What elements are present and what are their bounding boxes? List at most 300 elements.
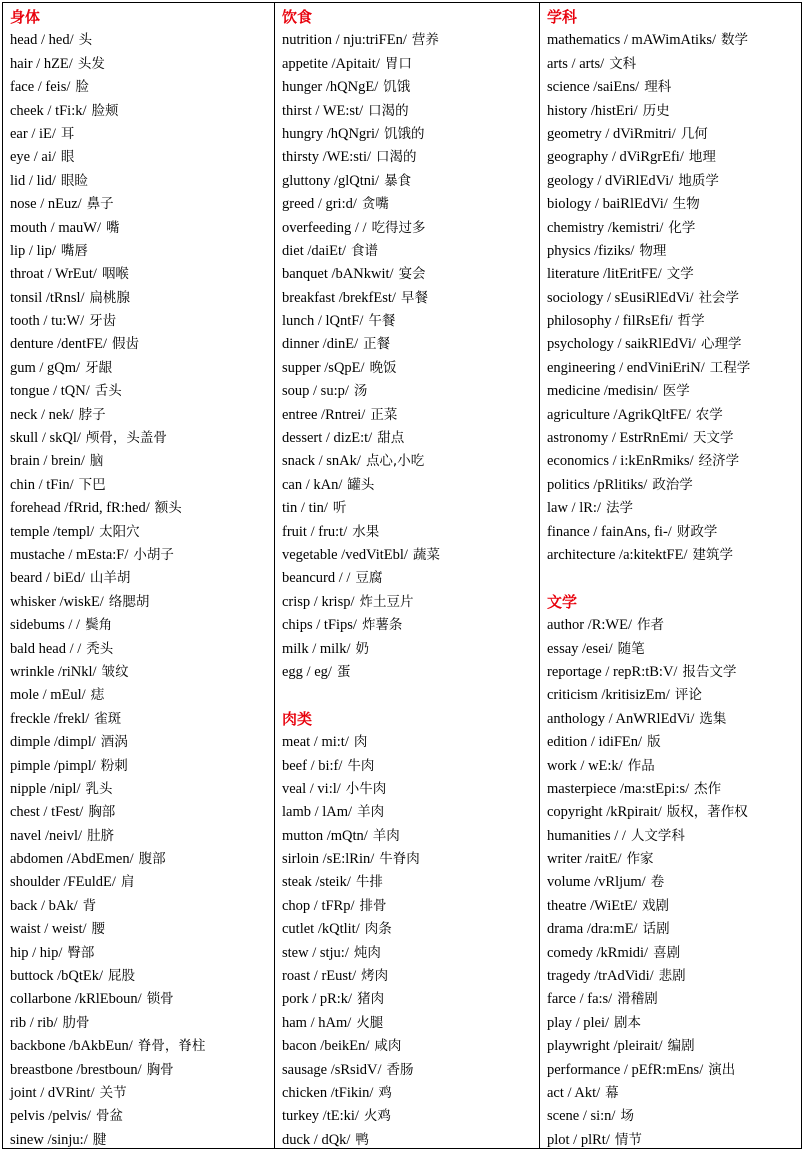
english-term: soup / su:p/ — [282, 383, 349, 400]
chinese-meaning: 生物 — [672, 196, 700, 213]
chinese-meaning: 悲剧 — [658, 968, 686, 985]
english-term: head / hed/ — [10, 32, 74, 49]
vocab-entry — [547, 848, 801, 871]
vocab-entry — [282, 567, 539, 590]
section-heading: 文学 — [547, 592, 578, 611]
vocab-entry — [10, 942, 274, 965]
chinese-meaning: 法学 — [605, 500, 633, 517]
vocab-entry — [547, 638, 801, 661]
chinese-meaning: 地理 — [688, 149, 716, 166]
chinese-meaning: 络腮胡 — [108, 593, 150, 610]
vocab-entry — [10, 76, 274, 99]
english-term: chin / tFin/ — [10, 476, 74, 493]
chinese-meaning: 心理学 — [700, 336, 742, 353]
vocab-entry — [282, 146, 539, 169]
chinese-meaning: 农学 — [695, 406, 723, 423]
vocab-entry — [10, 146, 274, 169]
vocab-entry — [547, 965, 801, 988]
vocab-entry — [547, 29, 801, 52]
vocab-entry — [282, 521, 539, 544]
chinese-meaning: 作者 — [636, 617, 664, 634]
english-term: waist / weist/ — [10, 921, 87, 938]
chinese-meaning: 文科 — [609, 55, 637, 72]
chinese-meaning: 滑稽剧 — [617, 991, 658, 1008]
english-term: tooth / tu:W/ — [10, 313, 85, 330]
english-term: hunger /hQNgE/ — [282, 79, 379, 96]
english-term: vegetable /vedVitEbl/ — [282, 546, 408, 563]
english-term: lamb / lAm/ — [282, 804, 353, 821]
chinese-meaning: 甜点 — [377, 430, 405, 447]
vocab-entry — [282, 333, 539, 356]
chinese-meaning: 肉 — [353, 734, 368, 751]
english-term: psychology / saikRlEdVi/ — [547, 336, 696, 353]
vocab-entry — [10, 918, 274, 941]
vocab-entry — [547, 521, 801, 544]
vocab-entry — [547, 310, 801, 333]
vocab-entry — [547, 450, 801, 473]
column-subjects — [539, 3, 801, 1148]
chinese-meaning: 罐头 — [347, 476, 375, 493]
chinese-meaning: 山羊胡 — [89, 570, 131, 587]
vocab-entry — [547, 1105, 801, 1128]
vocab-entry — [547, 778, 801, 801]
chinese-meaning: 牙齿 — [89, 313, 117, 330]
vocab-entry — [547, 684, 801, 707]
chinese-meaning: 粉刺 — [100, 757, 128, 774]
english-term: gum / gQm/ — [10, 359, 81, 376]
section-heading: 身体 — [10, 8, 41, 26]
english-term: hair / hZE/ — [10, 55, 73, 72]
english-term: masterpiece /ma:stEpi:s/ — [547, 780, 690, 797]
english-term: volume /vRljum/ — [547, 874, 646, 891]
vocab-entry — [547, 871, 801, 894]
english-term: nose / nEuz/ — [10, 196, 82, 213]
english-term: performance / pEfR:mEns/ — [547, 1061, 704, 1078]
chinese-meaning: 肚脐 — [87, 827, 115, 844]
chinese-meaning: 豆腐 — [355, 570, 383, 587]
english-term: law / lR:/ — [547, 500, 601, 517]
chinese-meaning: 关节 — [99, 1084, 127, 1101]
vocab-entry — [10, 1035, 274, 1058]
vocab-entry — [282, 871, 539, 894]
english-term: rib / rib/ — [10, 1014, 58, 1031]
english-term: playwright /pleirait/ — [547, 1038, 663, 1055]
chinese-meaning: 锁骨 — [146, 991, 174, 1008]
vocab-entry — [10, 170, 274, 193]
vocab-entry — [282, 825, 539, 848]
english-term: dinner /dinE/ — [282, 336, 359, 353]
chinese-meaning: 吃得过多 — [371, 219, 426, 236]
vocab-entry — [282, 380, 539, 403]
chinese-meaning: 选集 — [699, 710, 727, 727]
chinese-meaning: 咽喉 — [101, 266, 129, 283]
chinese-meaning: 数学 — [721, 32, 749, 49]
chinese-meaning: 社会学 — [698, 289, 740, 306]
chinese-meaning: 小牛肉 — [345, 780, 387, 797]
chinese-meaning: 汤 — [353, 383, 368, 400]
vocab-entry — [547, 731, 801, 754]
vocab-entry — [10, 521, 274, 544]
chinese-meaning: 杰作 — [694, 780, 722, 797]
chinese-meaning: 肉条 — [364, 921, 392, 938]
english-term: chop / tFRp/ — [282, 897, 355, 914]
english-term: medicine /medisin/ — [547, 383, 658, 400]
vocab-entry — [547, 544, 801, 567]
vocab-entry — [282, 474, 539, 497]
english-term: veal / vi:l/ — [282, 780, 341, 797]
chinese-meaning: 颅骨，头盖骨 — [85, 430, 167, 447]
english-term: shoulder /FEuldE/ — [10, 874, 116, 891]
english-term: appetite /Apitait/ — [282, 55, 380, 72]
english-term: biology / baiRlEdVi/ — [547, 196, 668, 213]
english-term: writer /raitE/ — [547, 851, 622, 868]
english-term: beef / bi:f/ — [282, 757, 343, 774]
chinese-meaning: 蔬菜 — [412, 546, 440, 563]
vocab-entry — [10, 357, 274, 380]
vocab-entry — [10, 380, 274, 403]
chinese-meaning: 饥饿的 — [384, 125, 425, 142]
english-term: lip / lip/ — [10, 242, 56, 259]
chinese-meaning: 听 — [332, 500, 347, 517]
chinese-meaning: 晚饭 — [369, 359, 397, 376]
vocab-entry — [547, 1059, 801, 1082]
chinese-meaning: 酒涡 — [100, 734, 128, 751]
section-spacer — [282, 684, 539, 707]
vocab-entry — [282, 450, 539, 473]
english-term: astronomy / EstrRnEmi/ — [547, 430, 688, 447]
english-term: turkey /tE:ki/ — [282, 1108, 359, 1125]
english-term: bacon /beikEn/ — [282, 1038, 370, 1055]
vocab-entry — [547, 123, 801, 146]
vocab-entry — [282, 755, 539, 778]
chinese-meaning: 化学 — [668, 219, 696, 236]
vocab-entry — [547, 474, 801, 497]
english-term: economics / i:kEnRmiks/ — [547, 453, 694, 470]
chinese-meaning: 鸡 — [378, 1084, 392, 1101]
chinese-meaning: 剧本 — [614, 1014, 642, 1031]
chinese-meaning: 炖肉 — [353, 944, 381, 961]
vocab-entry — [547, 918, 801, 941]
vocab-entry — [282, 614, 539, 637]
chinese-meaning: 正餐 — [363, 336, 391, 353]
chinese-meaning: 脑 — [89, 453, 104, 470]
chinese-meaning: 作品 — [627, 757, 655, 774]
english-term: geometry / dViRmitri/ — [547, 125, 676, 142]
english-term: dessert / dizE:t/ — [282, 430, 373, 447]
chinese-meaning: 话剧 — [642, 921, 670, 938]
vocab-entry — [10, 1012, 274, 1035]
english-term: neck / nek/ — [10, 406, 74, 423]
chinese-meaning: 物理 — [639, 242, 667, 259]
english-term: act / Akt/ — [547, 1084, 601, 1101]
vocab-entry — [10, 333, 274, 356]
english-term: pork / pR:k/ — [282, 991, 353, 1008]
chinese-meaning: 香肠 — [386, 1061, 414, 1078]
english-term: geology / dViRlEdVi/ — [547, 172, 674, 189]
english-term: mole / mEul/ — [10, 687, 86, 704]
vocab-entry — [10, 427, 274, 450]
english-term: arts / arts/ — [547, 55, 605, 72]
english-term: physics /fiziks/ — [547, 242, 635, 259]
chinese-meaning: 炸薯条 — [361, 617, 403, 634]
section-spacer — [547, 567, 801, 590]
vocab-entry — [10, 240, 274, 263]
vocab-entry — [10, 591, 274, 614]
chinese-meaning: 羊肉 — [372, 827, 400, 844]
english-term: chemistry /kemistri/ — [547, 219, 664, 236]
vocab-entry — [282, 263, 539, 286]
chinese-meaning: 理科 — [644, 79, 672, 96]
vocab-entry — [282, 170, 539, 193]
chinese-meaning: 哲学 — [677, 313, 705, 330]
vocab-entry — [10, 778, 274, 801]
vocab-entry — [282, 310, 539, 333]
vocab-entry — [282, 778, 539, 801]
vocab-entry — [282, 591, 539, 614]
chinese-meaning: 牛排 — [355, 874, 383, 891]
english-term: stew / stju:/ — [282, 944, 349, 961]
chinese-meaning: 火腿 — [356, 1014, 384, 1031]
chinese-meaning: 牙龈 — [85, 359, 113, 376]
chinese-meaning: 评论 — [674, 687, 702, 704]
vocab-entry — [10, 825, 274, 848]
vocab-entry — [547, 170, 801, 193]
chinese-meaning: 额头 — [154, 500, 182, 517]
vocab-entry — [282, 100, 539, 123]
english-term: tin / tin/ — [282, 500, 328, 517]
vocab-entry — [547, 404, 801, 427]
chinese-meaning: 脊骨，脊柱 — [137, 1038, 206, 1055]
chinese-meaning: 耳 — [60, 125, 75, 142]
vocab-entry — [547, 497, 801, 520]
chinese-meaning: 肩 — [120, 874, 135, 891]
english-term: architecture /a:kitektFE/ — [547, 546, 688, 563]
english-term: supper /sQpE/ — [282, 359, 365, 376]
english-term: literature /litEritFE/ — [547, 266, 662, 283]
vocab-entry — [10, 29, 274, 52]
vocab-entry — [10, 871, 274, 894]
chinese-meaning: 胸部 — [88, 804, 116, 821]
english-term: wrinkle /riNkl/ — [10, 663, 97, 680]
chinese-meaning: 下巴 — [78, 476, 106, 493]
chinese-meaning: 小胡子 — [133, 546, 174, 563]
vocab-entry — [547, 357, 801, 380]
vocab-entry — [10, 988, 274, 1011]
chinese-meaning: 演出 — [708, 1061, 736, 1078]
chinese-meaning: 幕 — [605, 1084, 619, 1101]
english-term: eye / ai/ — [10, 149, 56, 166]
english-term: cheek / tFi:k/ — [10, 102, 87, 119]
english-term: thirsty /WE:sti/ — [282, 149, 372, 166]
english-term: comedy /kRmidi/ — [547, 944, 649, 961]
chinese-meaning: 烤肉 — [361, 968, 389, 985]
chinese-meaning: 排骨 — [359, 897, 387, 914]
chinese-meaning: 早餐 — [400, 289, 428, 306]
chinese-meaning: 点心,小吃 — [365, 453, 425, 470]
english-term: hip / hip/ — [10, 944, 63, 961]
english-term: politics /pRlitiks/ — [547, 476, 648, 493]
chinese-meaning: 胸骨 — [146, 1061, 174, 1078]
vocab-entry — [282, 1105, 539, 1128]
chinese-meaning: 嘴唇 — [60, 242, 88, 259]
english-term: forehead /fRrid, fR:hed/ — [10, 500, 150, 517]
vocab-entry — [282, 497, 539, 520]
chinese-meaning: 午餐 — [368, 313, 396, 330]
english-term: criticism /kritisizEm/ — [547, 687, 670, 704]
chinese-meaning: 营养 — [411, 32, 439, 49]
chinese-meaning: 蛋 — [336, 663, 351, 680]
chinese-meaning: 文学 — [666, 266, 694, 283]
english-term: thirst / WE:st/ — [282, 102, 364, 119]
chinese-meaning: 食谱 — [351, 242, 379, 259]
chinese-meaning: 版 — [647, 734, 661, 751]
vocab-entry — [547, 240, 801, 263]
vocab-entry — [282, 123, 539, 146]
chinese-meaning: 经济学 — [698, 453, 740, 470]
vocab-entry — [10, 731, 274, 754]
chinese-meaning: 正菜 — [370, 406, 398, 423]
chinese-meaning: 猪肉 — [357, 991, 385, 1008]
english-term: steak /steik/ — [282, 874, 351, 891]
chinese-meaning: 口渴的 — [368, 102, 409, 119]
english-term: mutton /mQtn/ — [282, 827, 368, 844]
vocab-entry — [547, 895, 801, 918]
chinese-meaning: 作家 — [626, 851, 654, 868]
english-term: finance / fainAns, fi-/ — [547, 523, 672, 540]
vocab-entry — [282, 404, 539, 427]
english-term: mouth / mauW/ — [10, 219, 102, 236]
vocab-entry — [282, 217, 539, 240]
vocab-entry — [10, 567, 274, 590]
vocab-entry — [282, 1059, 539, 1082]
column-food — [274, 3, 539, 1148]
chinese-meaning: 舌头 — [94, 383, 122, 400]
chinese-meaning: 报告文学 — [682, 663, 737, 680]
english-term: mathematics / mAWimAtiks/ — [547, 32, 717, 49]
chinese-meaning: 脖子 — [78, 406, 106, 423]
english-term: face / feis/ — [10, 79, 71, 96]
english-term: banquet /bANkwit/ — [282, 266, 394, 283]
vocab-entry — [547, 427, 801, 450]
chinese-meaning: 羊肉 — [357, 804, 385, 821]
english-term: edition / idiFEn/ — [547, 734, 643, 751]
vocab-entry — [547, 287, 801, 310]
section-heading: 饮食 — [282, 8, 313, 26]
english-term: farce / fa:s/ — [547, 991, 613, 1008]
vocab-entry — [282, 848, 539, 871]
english-term: entree /Rntrei/ — [282, 406, 366, 423]
english-term: copyright /kRpirait/ — [547, 804, 662, 821]
english-term: sirloin /sE:lRin/ — [282, 851, 375, 868]
chinese-meaning: 眼睑 — [60, 172, 88, 189]
english-term: anthology / AnWRlEdVi/ — [547, 710, 695, 727]
chinese-meaning: 随笔 — [617, 640, 645, 657]
chinese-meaning: 炸土豆片 — [359, 593, 414, 610]
chinese-meaning: 鼻子 — [86, 196, 114, 213]
english-term: pimple /pimpl/ — [10, 757, 96, 774]
chinese-meaning: 胃口 — [384, 55, 412, 72]
vocab-entry — [547, 708, 801, 731]
vocab-entry — [547, 1129, 801, 1148]
english-term: chicken /tFikin/ — [282, 1084, 374, 1101]
vocab-entry — [547, 193, 801, 216]
english-term: snack / snAk/ — [282, 453, 361, 470]
english-term: author /R:WE/ — [547, 617, 632, 634]
chinese-meaning: 鸭 — [355, 1131, 369, 1148]
vocab-entry — [10, 497, 274, 520]
english-term: mustache / mEsta:F/ — [10, 546, 129, 563]
english-term: lid / lid/ — [10, 172, 56, 189]
vocab-entry — [10, 100, 274, 123]
vocab-entry — [282, 1012, 539, 1035]
english-term: can / kAn/ — [282, 476, 343, 493]
vocab-entry — [547, 1012, 801, 1035]
chinese-meaning: 假齿 — [112, 336, 140, 353]
english-term: ear / iE/ — [10, 125, 56, 142]
english-term: bald head / / — [10, 640, 82, 657]
chinese-meaning: 奶 — [355, 640, 369, 657]
vocab-entry — [547, 661, 801, 684]
english-term: gluttony /glQtni/ — [282, 172, 380, 189]
chinese-meaning: 卷 — [650, 874, 665, 891]
vocab-entry — [547, 146, 801, 169]
english-term: reportage / repR:tB:V/ — [547, 663, 678, 680]
chinese-meaning: 头发 — [77, 55, 105, 72]
vocab-entry — [282, 988, 539, 1011]
vocab-entry — [10, 544, 274, 567]
vocab-entry — [547, 825, 801, 848]
vocab-entry — [282, 29, 539, 52]
english-term: work / wE:k/ — [547, 757, 623, 774]
english-term: buttock /bQtEk/ — [10, 968, 104, 985]
vocab-entry — [547, 1082, 801, 1105]
vocab-entry — [547, 263, 801, 286]
chinese-meaning: 场 — [620, 1108, 634, 1125]
vocab-entry — [282, 287, 539, 310]
vocab-entry — [547, 76, 801, 99]
vocab-entry — [547, 100, 801, 123]
english-term: sausage /sRsidV/ — [282, 1061, 382, 1078]
english-term: roast / rEust/ — [282, 968, 357, 985]
vocab-entry — [282, 193, 539, 216]
english-term: hungry /hQNgri/ — [282, 125, 380, 142]
chinese-meaning: 几何 — [680, 125, 708, 142]
vocab-entry — [10, 287, 274, 310]
chinese-meaning: 咸肉 — [374, 1038, 402, 1055]
english-term: lunch / lQntF/ — [282, 313, 364, 330]
english-term: science /saiEns/ — [547, 79, 640, 96]
vocab-entry — [10, 193, 274, 216]
vocab-entry — [282, 427, 539, 450]
english-term: ham / hAm/ — [282, 1014, 352, 1031]
chinese-meaning: 暴食 — [384, 172, 412, 189]
english-term: crisp / krisp/ — [282, 593, 355, 610]
english-term: humanities / / — [547, 827, 626, 844]
chinese-meaning: 财政学 — [676, 523, 718, 540]
column-body — [3, 3, 274, 1148]
chinese-meaning: 历史 — [642, 102, 670, 119]
chinese-meaning: 医学 — [662, 383, 690, 400]
english-term: duck / dQk/ — [282, 1131, 351, 1148]
english-term: play / plei/ — [547, 1014, 610, 1031]
vocab-entry — [10, 53, 274, 76]
vocab-entry — [10, 310, 274, 333]
chinese-meaning: 腱 — [92, 1131, 107, 1148]
english-term: freckle /frekl/ — [10, 710, 90, 727]
vocab-entry — [547, 801, 801, 824]
vocab-entry — [282, 240, 539, 263]
vocab-entry — [10, 1082, 274, 1105]
